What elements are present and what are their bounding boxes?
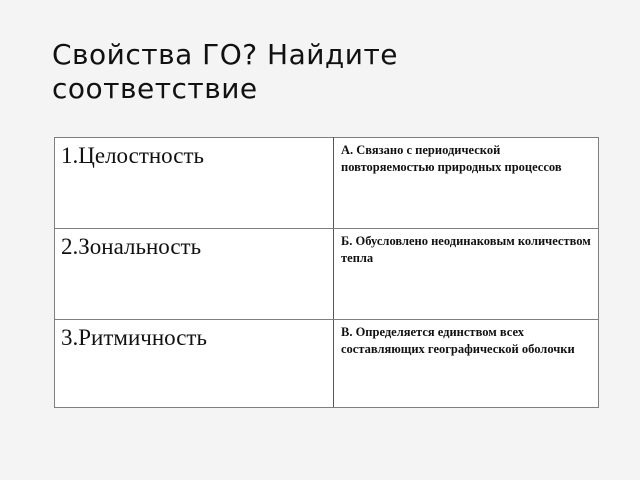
description-cell: Б. Обусловлено неодинаковым количеством тепла bbox=[334, 229, 599, 320]
table-row bbox=[55, 320, 599, 408]
property-cell: 1.Целостность bbox=[55, 138, 334, 229]
table-row bbox=[55, 138, 599, 229]
description-cell: А. Связано с периодической повторяемостью природных процессов bbox=[334, 138, 599, 229]
property-cell: 3.Ритмичность bbox=[55, 320, 334, 408]
slide-title bbox=[52, 38, 612, 106]
slide-title-line-2: соответствие bbox=[52, 72, 258, 105]
description-cell: В. Определяется единством всех составляющих географической оболочки bbox=[334, 320, 599, 408]
property-cell: 2.Зональность bbox=[55, 229, 334, 320]
table-row bbox=[55, 229, 599, 320]
matching-table bbox=[54, 137, 599, 408]
slide-title-line-1: Свойства ГО? Найдите bbox=[52, 38, 399, 71]
